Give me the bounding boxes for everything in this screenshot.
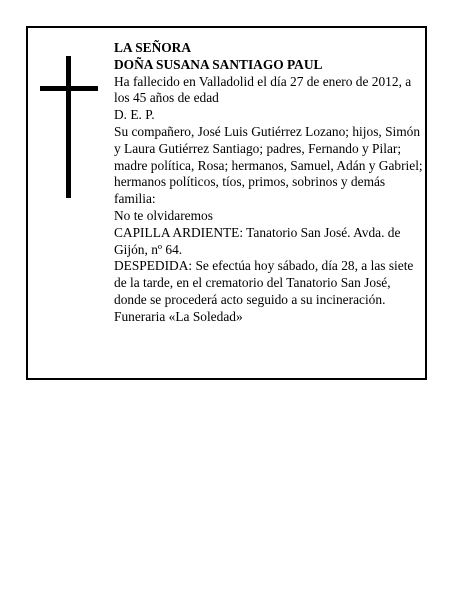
deceased-name: DOÑA SUSANA SANTIAGO PAUL: [114, 56, 323, 72]
death-info: Ha fallecido en Valladolid el día 27 de enero de 2012, a los 45 años de edad: [114, 73, 412, 106]
cross-vertical-bar: [66, 56, 71, 198]
obituary-notice: [26, 26, 427, 380]
rest-in-peace: D. E. P.: [114, 107, 155, 123]
family-list: Su compañero, José Luis Gutiérrez Lozano; hijos, Simón y Laura Gutiérrez Santiago; padres, Fernando y Pilar; madre política, Rosa; hermanos, Samuel, Adán y Gabriel; hermanos políticos, tíos, primos, sobrinos y demás familia:: [114, 123, 423, 207]
farewell-info: DESPEDIDA: Se efectúa hoy sábado, día 28, a las siete de la tarde, en el crematorio del Tanatorio San José, donde se procederá acto seguido a su incineración.: [114, 258, 414, 307]
notice-text: [114, 40, 423, 326]
funeral-chapel: CAPILLA ARDIENTE: Tanatorio San José. Avda. de Gijón, nº 64.: [114, 224, 401, 257]
cross-horizontal-bar: [40, 86, 98, 91]
funeral-home: Funeraria «La Soledad»: [114, 308, 243, 324]
heading-title: LA SEÑORA: [114, 40, 192, 55]
closing-line: No te olvidaremos: [114, 207, 213, 223]
cross-icon: [40, 56, 98, 198]
